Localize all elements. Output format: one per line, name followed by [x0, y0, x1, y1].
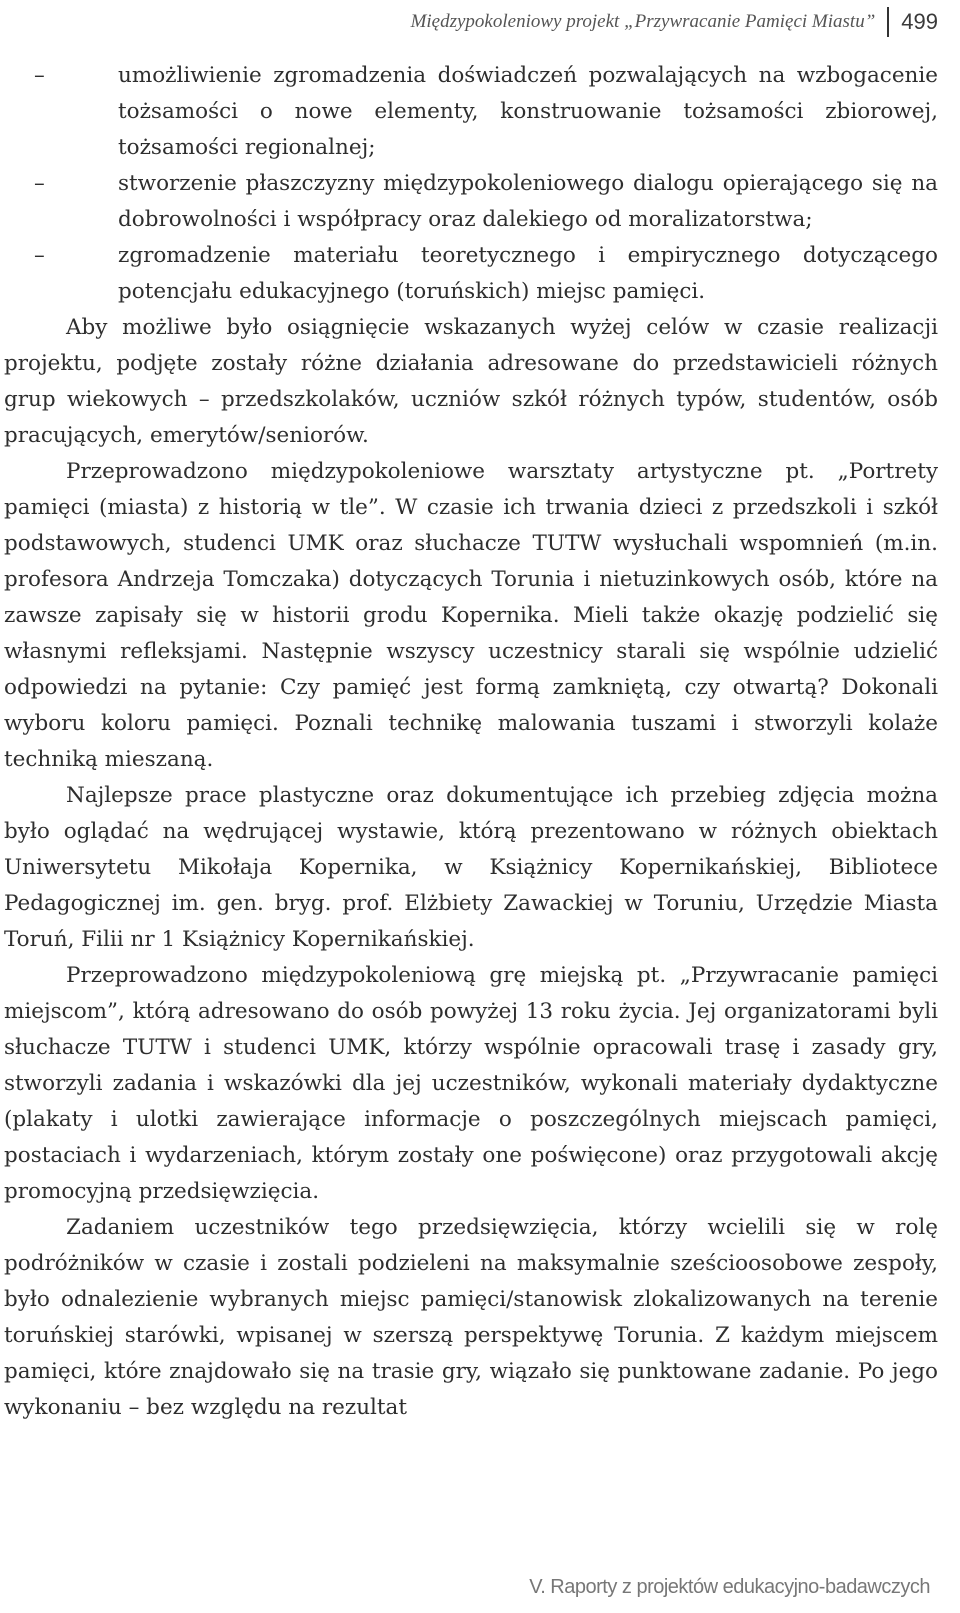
dash-bullet: –: [34, 63, 45, 88]
paragraph: Zadaniem uczestników tego przedsięwzięcia, którzy wcielili się w rolę podróżników w czasie i zostali podzieleni na maksymalnie sześcioosobowe zespoły, było odnalezienie wybranych miejsc pamięci/stanowisk zlokalizowanych na terenie toruńskiej starówki, wpisanej w szerszą perspektywę Torunia. Z każdym miejscem pamięci, które znajdowało się na trasie gry, wiązało się punktowane zadanie. Po jego wykonaniu – bez względu na rezultat: [4, 1215, 938, 1420]
dash-bullet: –: [34, 243, 45, 268]
list-item: [4, 238, 938, 310]
section-footer: V. Raporty z projektów edukacyjno-badawczych: [529, 1576, 930, 1598]
page-header: [0, 4, 938, 40]
page-body: [4, 58, 938, 1426]
goals-list: [4, 58, 938, 310]
paragraph: Aby możliwe było osiągnięcie wskazanych wyżej celów w czasie realizacji projektu, podjęte zostały różne działania adresowane do przedstawicieli różnych grup wiekowych – przedszkolaków, uczniów szkół różnych typów, studentów, osób pracujących, emerytów/seniorów.: [4, 315, 938, 448]
list-item-text: stworzenie płaszczyzny międzypokoleniowego dialogu opierającego się na dobrowolności i współpracy oraz dalekiego od moralizatorstwa;: [118, 171, 938, 232]
paragraph: Przeprowadzono międzypokoleniowe warsztaty artystyczne pt. „Portrety pamięci (miasta) z historią w tle”. W czasie ich trwania dzieci z przedszkoli i szkół podstawowych, studenci UMK oraz słuchacze TUTW wysłuchali wspomnień (m.in. profesora Andrzeja Tomczaka) dotyczących Torunia i nietuzinkowych osób, które na zawsze zapisały się w historii grodu Kopernika. Mieli także okazję podzielić się własnymi refleksjami. Następnie wszyscy uczestnicy starali się wspólnie udzielić odpowiedzi na pytanie: Czy pamięć jest formą zamkniętą, czy otwartą? Dokonali wyboru koloru pamięci. Poznali technikę malowania tuszami i stworzyli kolaże techniką mieszaną.: [4, 459, 938, 772]
paragraph: Najlepsze prace plastyczne oraz dokumentujące ich przebieg zdjęcia można było oglądać na wędrującej wystawie, którą prezentowano w różnych obiektach Uniwersytetu Mikołaja Kopernika, w Książnicy Kopernikańskiej, Bibliotece Pedagogicznej im. gen. bryg. prof. Elżbiety Zawackiej w Toruniu, Urzędzie Miasta Toruń, Filii nr 1 Książnicy Kopernikańskiej.: [4, 783, 938, 952]
list-item: [4, 166, 938, 238]
dash-bullet: –: [34, 171, 45, 196]
page-number: 499: [901, 9, 938, 34]
list-item-text: umożliwienie zgromadzenia doświadczeń pozwalających na wzbogacenie tożsamości o nowe elementy, konstruowanie tożsamości zbiorowej, tożsamości regionalnej;: [118, 63, 938, 160]
list-item: [4, 58, 938, 166]
list-item-text: zgromadzenie materiału teoretycznego i empirycznego dotyczącego potencjału edukacyjnego (toruńskich) miejsc pamięci.: [118, 243, 938, 304]
running-title: Międzypokoleniowy projekt „Przywracanie Pamięci Miastu”: [410, 11, 876, 32]
paragraph: Przeprowadzono międzypokoleniową grę miejską pt. „Przywracanie pamięci miejscom”, którą adresowano do osób powyżej 13 roku życia. Jej organizatorami byli słuchacze TUTW i studenci UMK, którzy wspólnie opracowali trasę i zasady gry, stworzyli zadania i wskazówki dla jej uczestników, wykonali materiały dydaktyczne (plakaty i ulotki zawierające informacje o poszczególnych miejscach pamięci, postaciach i wydarzeniach, którym zostały one poświęcone) oraz przygotowali akcję promocyjną przedsięwzięcia.: [4, 963, 938, 1204]
